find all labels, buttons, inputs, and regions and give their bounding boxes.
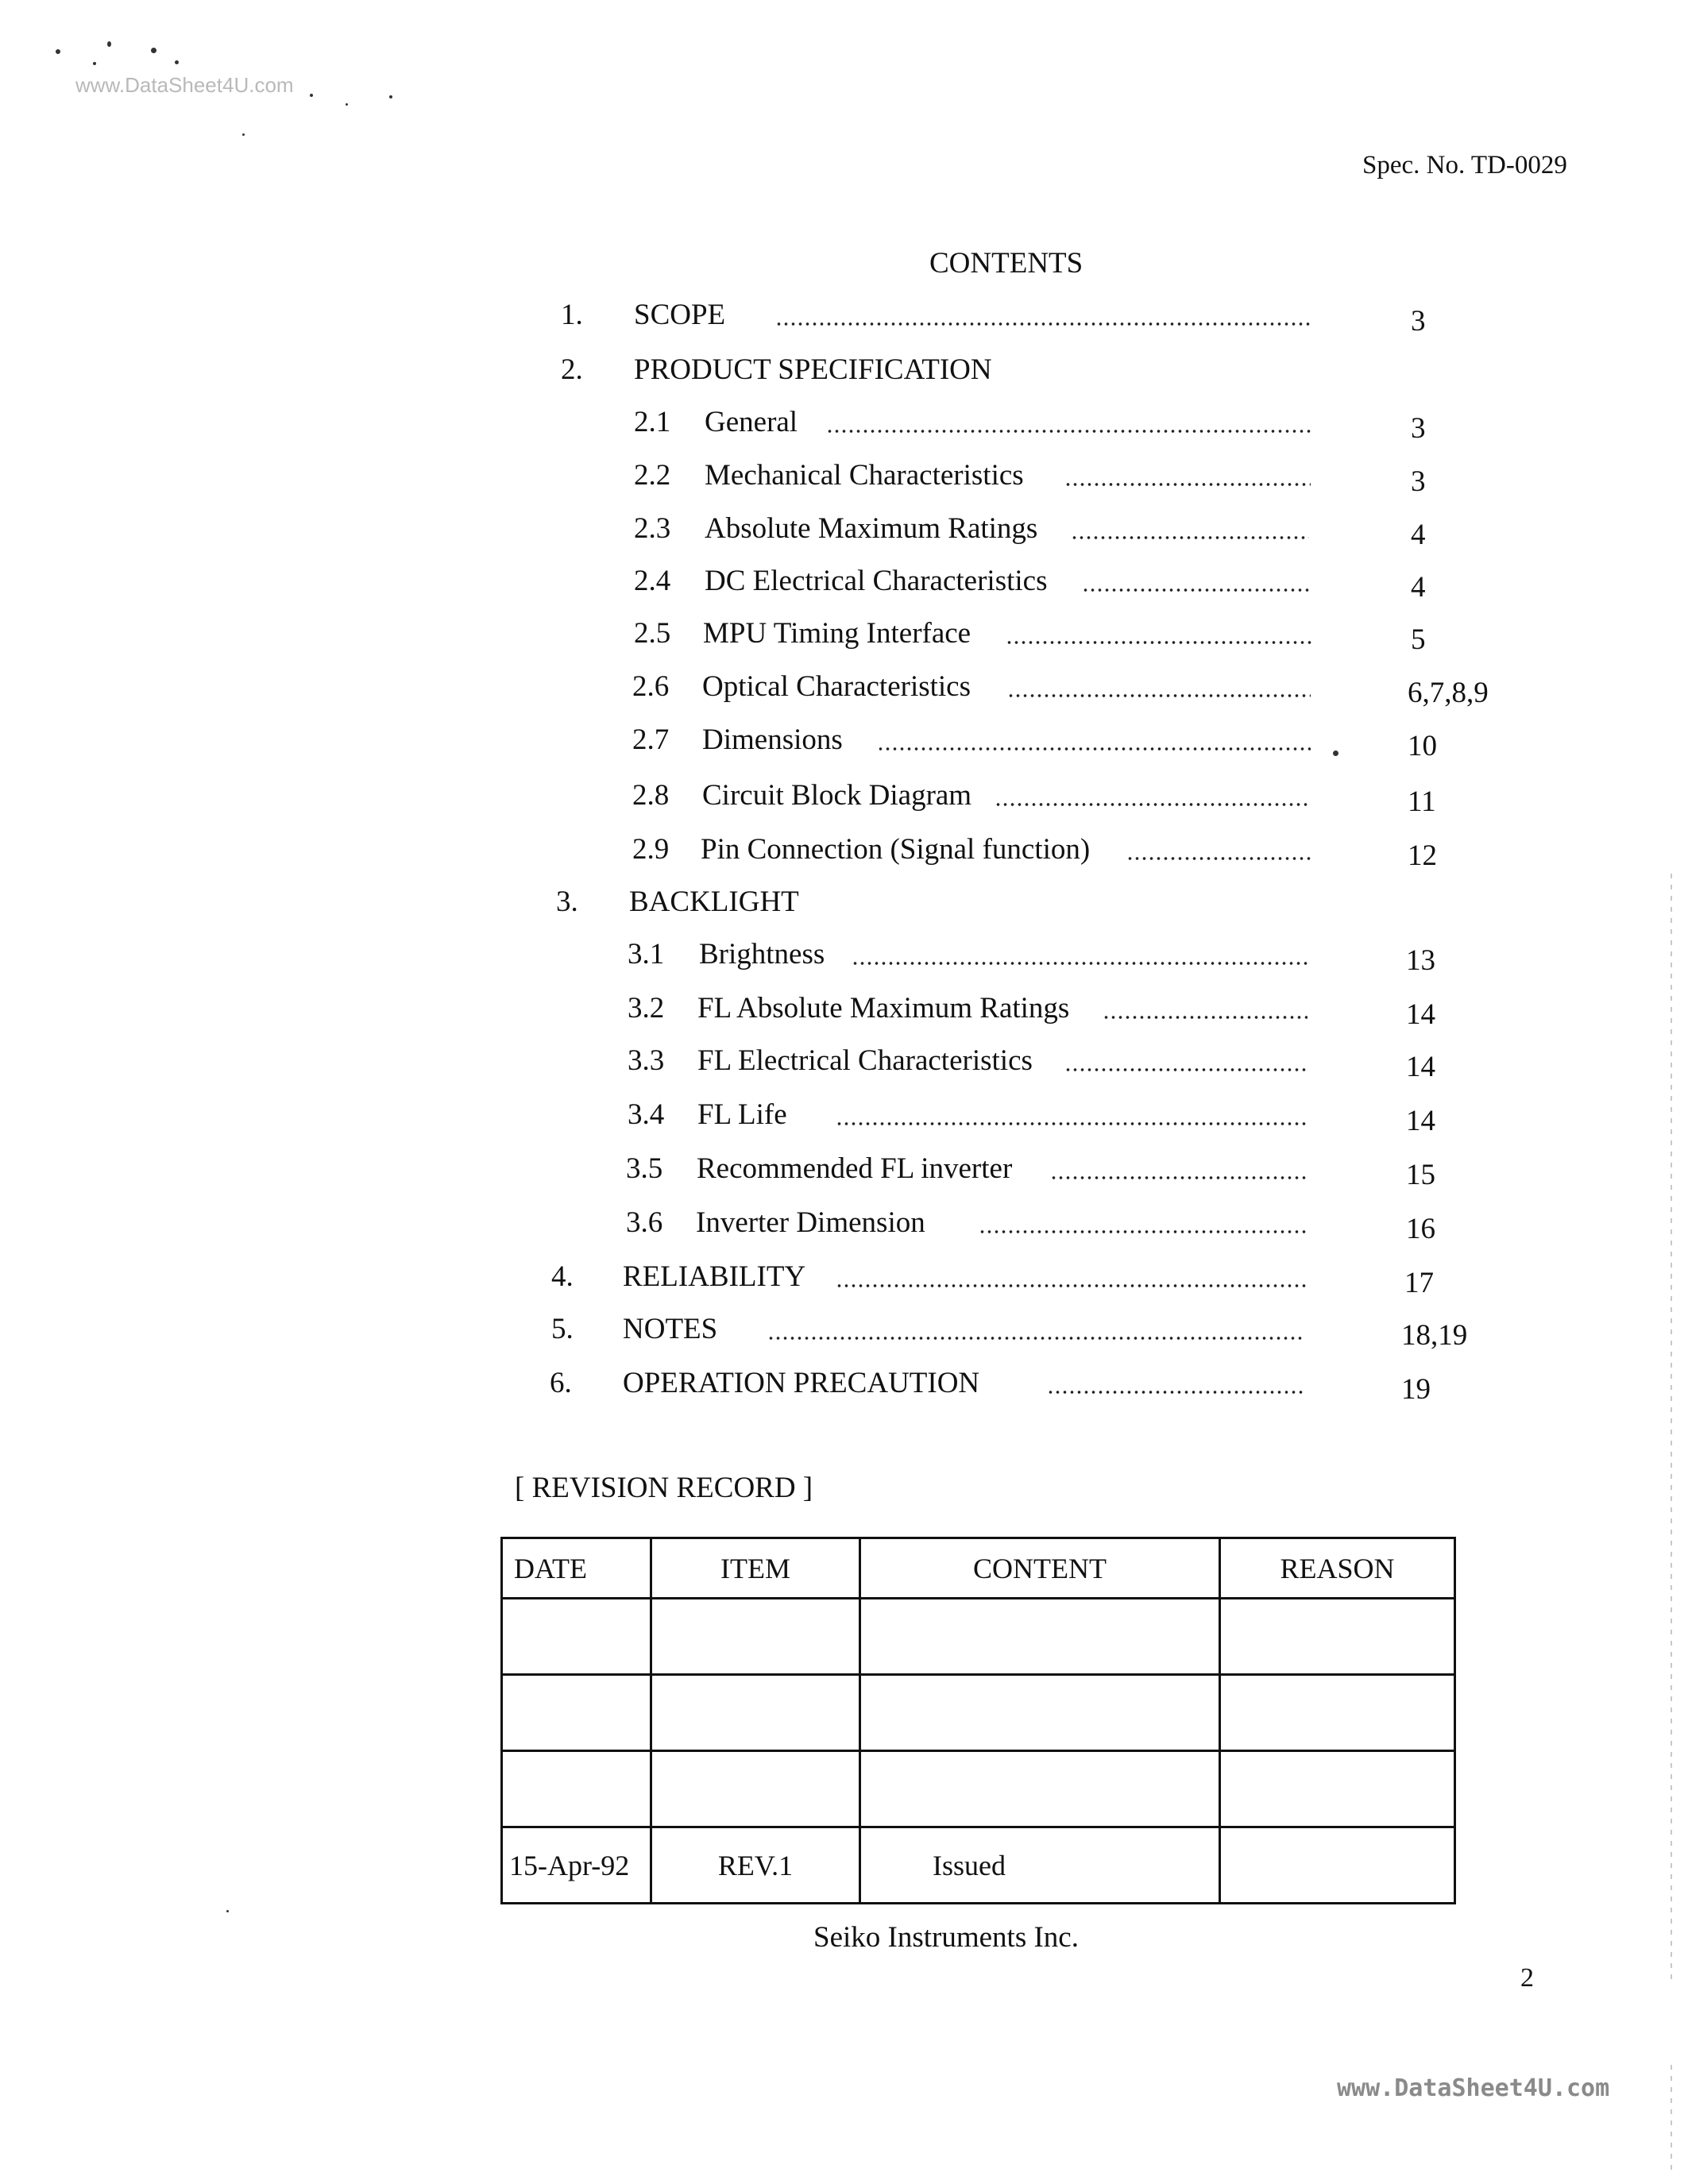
column-header-date: DATE: [502, 1538, 651, 1599]
column-header-item: ITEM: [651, 1538, 860, 1599]
toc-page: 10: [1408, 730, 1437, 762]
toc-leader-dots: [1007, 693, 1311, 698]
cell-reason: [1220, 1675, 1455, 1751]
toc-page: 11: [1408, 785, 1436, 818]
toc-number: 2.6: [632, 670, 670, 703]
company-name: Seiko Instruments Inc.: [813, 1921, 1079, 1954]
cell-date: [502, 1675, 651, 1751]
scan-edge-mark: [1671, 2065, 1672, 2176]
toc-leader-dots: [1071, 535, 1309, 540]
toc-leader-dots: [1064, 482, 1311, 487]
table-row: [502, 1599, 1455, 1675]
toc-page: 6,7,8,9: [1408, 677, 1489, 709]
revision-record-table: [500, 1537, 1456, 1904]
toc-leader-dots: [767, 1336, 1304, 1341]
toc-number: 3.2: [628, 992, 665, 1024]
toc-leader-dots: [826, 429, 1312, 434]
toc-entry-backlight: [0, 885, 1688, 923]
toc-entry-mpu-timing-interface: [0, 616, 1688, 654]
cell-item: [651, 1675, 860, 1751]
toc-number: 4.: [551, 1260, 574, 1293]
toc-entry-circuit-block-diagram: [0, 778, 1688, 816]
toc-entry-fl-electrical-characteristics: [0, 1044, 1688, 1082]
toc-page: 14: [1406, 998, 1435, 1031]
toc-number: 2.5: [634, 617, 671, 650]
toc-number: 6.: [550, 1367, 572, 1399]
toc-label: RELIABILITY: [623, 1260, 806, 1293]
toc-page: 15: [1406, 1159, 1435, 1191]
toc-leader-dots: [1006, 640, 1312, 645]
toc-entry-inverter-dimension: [0, 1206, 1688, 1244]
toc-label: FL Absolute Maximum Ratings: [697, 992, 1070, 1024]
toc-entry-absolute-maximum-ratings: [0, 511, 1688, 550]
toc-entry-fl-life: [0, 1098, 1688, 1136]
cell-item: [651, 1599, 860, 1675]
toc-leader-dots: [1064, 1067, 1308, 1072]
toc-leader-dots: [979, 1229, 1308, 1234]
toc-page: 19: [1401, 1373, 1431, 1406]
toc-entry-pin-connection: [0, 832, 1688, 870]
cell-date: [502, 1599, 651, 1675]
toc-leader-dots: [836, 1121, 1308, 1126]
toc-label: General: [705, 406, 798, 438]
toc-entry-product-specification: [0, 353, 1688, 391]
toc-page: 5: [1411, 623, 1426, 656]
toc-label: FL Life: [697, 1098, 787, 1131]
toc-entry-general: [0, 405, 1688, 443]
toc-page: 14: [1406, 1051, 1435, 1083]
page-number: 2: [1520, 1963, 1534, 1993]
toc-label: SCOPE: [634, 299, 726, 331]
toc-page: 17: [1404, 1267, 1434, 1299]
toc-entry-optical-characteristics: [0, 669, 1688, 708]
toc-number: 3.1: [628, 938, 665, 970]
toc-number: 3.3: [628, 1044, 665, 1077]
table-row: [502, 1827, 1455, 1904]
cell-item: [651, 1751, 860, 1827]
toc-number: 3.: [556, 886, 578, 918]
revision-record-title: [ REVISION RECORD ]: [515, 1472, 813, 1504]
toc-number: 3.4: [628, 1098, 665, 1131]
toc-leader-dots: [1103, 1015, 1308, 1020]
toc-entry-fl-absolute-maximum-ratings: [0, 991, 1688, 1029]
toc-number: 2.: [561, 353, 583, 386]
toc-label: Optical Characteristics: [702, 670, 971, 703]
toc-leader-dots: [995, 802, 1311, 807]
toc-page: 16: [1406, 1213, 1435, 1245]
toc-entry-recommended-fl-inverter: [0, 1152, 1688, 1190]
cell-content: [860, 1675, 1220, 1751]
cell-reason: [1220, 1599, 1455, 1675]
toc-number: 2.2: [634, 459, 671, 492]
toc-page: 3: [1411, 412, 1426, 445]
toc-label: BACKLIGHT: [629, 886, 799, 918]
toc-label: MPU Timing Interface: [703, 617, 971, 650]
column-header-reason: REASON: [1220, 1538, 1455, 1599]
watermark-bottom: www.DataSheet4U.com: [1337, 2074, 1610, 2102]
watermark-top: www.DataSheet4U.com: [75, 73, 294, 97]
cell-content: [860, 1751, 1220, 1827]
toc-entry-brightness: [0, 937, 1688, 975]
toc-page: 14: [1406, 1105, 1435, 1137]
toc-label: Brightness: [699, 938, 825, 970]
cell-reason: [1220, 1827, 1455, 1904]
toc-label: Circuit Block Diagram: [702, 779, 972, 812]
toc-leader-dots: [775, 322, 1312, 326]
toc-page: 4: [1411, 519, 1426, 551]
toc-label: NOTES: [623, 1313, 718, 1345]
toc-number: 1.: [561, 299, 583, 331]
toc-page: 3: [1411, 465, 1426, 498]
toc-leader-dots: [877, 747, 1311, 751]
toc-page: 3: [1411, 305, 1426, 338]
cell-date: 15-Apr-92: [502, 1827, 651, 1904]
toc-number: 3.5: [626, 1152, 663, 1185]
toc-leader-dots: [836, 1283, 1306, 1288]
toc-number: 5.: [551, 1313, 574, 1345]
toc-number: 2.9: [632, 833, 670, 866]
toc-label: OPERATION PRECAUTION: [623, 1367, 980, 1399]
toc-page: 4: [1411, 571, 1426, 604]
toc-label: DC Electrical Characteristics: [705, 565, 1048, 597]
table-row: [502, 1751, 1455, 1827]
toc-leader-dots: [1047, 1390, 1304, 1395]
toc-entry-operation-precaution: [0, 1366, 1688, 1404]
toc-number: 2.1: [634, 406, 671, 438]
toc-page: 12: [1408, 839, 1437, 872]
toc-label: Absolute Maximum Ratings: [705, 512, 1038, 545]
toc-number: 3.6: [626, 1206, 663, 1239]
toc-label: Mechanical Characteristics: [705, 459, 1024, 492]
toc-entry-dimensions: [0, 723, 1688, 761]
contents-title: CONTENTS: [929, 247, 1083, 280]
toc-page: 18,19: [1401, 1319, 1468, 1352]
toc-page: 13: [1406, 944, 1435, 977]
toc-number: 2.4: [634, 565, 671, 597]
toc-leader-dots: [1126, 856, 1311, 861]
column-header-content: CONTENT: [860, 1538, 1220, 1599]
toc-label: Recommended FL inverter: [697, 1152, 1013, 1185]
cell-date: [502, 1751, 651, 1827]
toc-label: FL Electrical Characteristics: [697, 1044, 1033, 1077]
toc-leader-dots: [1050, 1175, 1308, 1180]
toc-label: Dimensions: [702, 723, 843, 756]
toc-label: PRODUCT SPECIFICATION: [634, 353, 992, 386]
cell-content: [860, 1599, 1220, 1675]
toc-entry-dc-electrical-characteristics: [0, 564, 1688, 602]
toc-number: 2.7: [632, 723, 670, 756]
toc-entry-scope: [0, 298, 1688, 336]
cell-content: Issued: [860, 1827, 1220, 1904]
table-header-row: [502, 1538, 1455, 1599]
cell-reason: [1220, 1751, 1455, 1827]
scan-edge-mark: [1671, 874, 1672, 1985]
toc-number: 2.8: [632, 779, 670, 812]
toc-entry-reliability: [0, 1260, 1688, 1298]
toc-label: Pin Connection (Signal function): [701, 833, 1091, 866]
toc-entry-notes: [0, 1312, 1688, 1350]
toc-label: Inverter Dimension: [696, 1206, 925, 1239]
table-row: [502, 1675, 1455, 1751]
toc-entry-mechanical-characteristics: [0, 458, 1688, 496]
toc-number: 2.3: [634, 512, 671, 545]
toc-leader-dots: [852, 961, 1309, 966]
spec-number: Spec. No. TD-0029: [1362, 151, 1567, 179]
toc-leader-dots: [1082, 588, 1309, 592]
cell-item: REV.1: [651, 1827, 860, 1904]
